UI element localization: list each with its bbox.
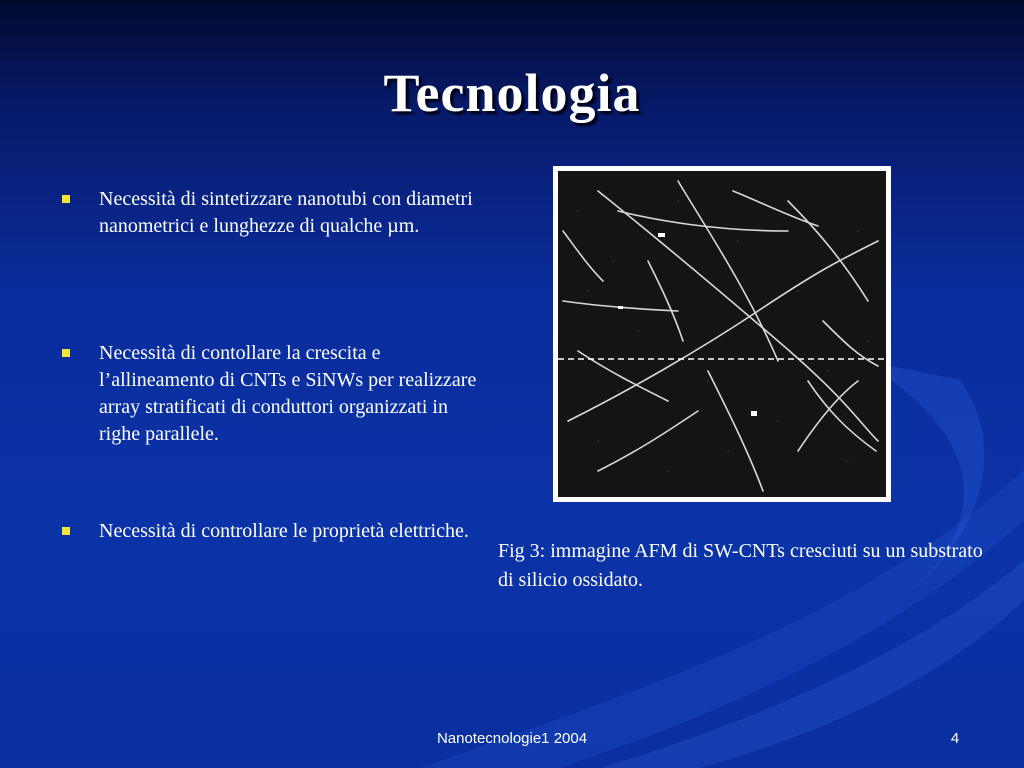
bullet-text: Necessità di contollare la crescita e l’allineamento di CNTs e SiNWs per realizzare array stratificati di conduttori organizzati in righe parallele. [99,342,477,445]
afm-image [553,166,891,502]
slide-title: Tecnologia [383,63,641,123]
bullet-text: Necessità di controllare le proprietà elettriche. [99,520,469,542]
afm-nanotube-picture [558,171,886,497]
figure-caption: Fig 3: immagine AFM di SW-CNTs cresciuti su un substrato di silicio ossidato. [498,540,983,591]
bullet-text: Necessità di sintetizzare nanotubi con diametri nanometrici e lunghezze di qualche µm. [99,188,473,237]
page-number: 4 [950,730,960,747]
bullet-item [62,518,469,545]
footer-text: Nanotecnologie1 2004 [436,730,588,747]
square-bullet-icon [62,195,70,203]
square-bullet-icon [62,527,70,535]
square-bullet-icon [62,349,70,357]
bullet-item [62,340,482,448]
bullet-item [62,186,482,240]
